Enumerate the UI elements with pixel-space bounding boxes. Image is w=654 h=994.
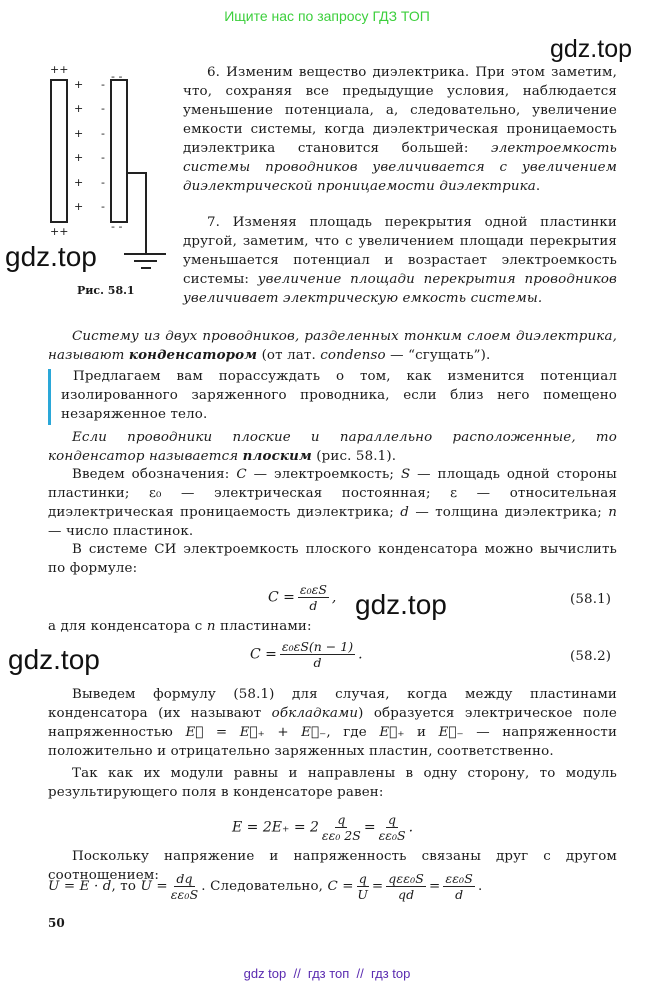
plus-sign: ++ bbox=[50, 63, 69, 76]
minus-sign: - bbox=[101, 78, 105, 91]
derivation-paragraph: Выведем формулу (58.1) для случая, когда между пластинами конденсатора (их называют обкладками) образуется электрическое поле напряженностью E⃗ = E⃗₊ + E⃗₋, где E⃗₊ и E⃗₋ — напряженности положительно и отрицательно заряженных пластин, соответственно. bbox=[48, 687, 618, 759]
modules-paragraph: Так как их модули равны и направлены в одну сторону, то модуль результирующего поля в конденсаторе равен: bbox=[48, 766, 617, 800]
page-number: 50 bbox=[48, 916, 65, 930]
footer-links[interactable]: gdz top // гдз топ // гдз top bbox=[243, 966, 411, 981]
figure-caption: Рис. 58.1 bbox=[77, 284, 135, 297]
equation-number: (58.1) bbox=[570, 592, 612, 607]
ground-icon bbox=[124, 253, 166, 255]
minus-sign: - bbox=[101, 102, 105, 115]
wire bbox=[145, 172, 147, 253]
plus-sign: + bbox=[74, 151, 84, 164]
plus-sign: ++ bbox=[50, 225, 69, 238]
paragraph-6: 6. Изменим вещество диэлектрика. При этом заметим, что, сохраняя все предыдущие условия, наблюдается уменьшение потенциала, а, следовательно, увеличение емкости системы, когда диэлектрическая проницаемость диэлектрика становится большей: электроемкость системы проводников увеличивается с увеличением диэлектрической проницаемости диэлектрика. bbox=[183, 65, 617, 194]
n-plates-text: а для конденсатора с n пластинами: bbox=[48, 619, 312, 634]
minus-sign: - - bbox=[111, 70, 123, 83]
negative-plate bbox=[110, 79, 128, 223]
ground-icon bbox=[141, 267, 151, 269]
watermark: gdz.top bbox=[8, 644, 100, 675]
formula-field-strength: E = 2E₊ = 2 $\frac{q}{\text{εε₀ 2S}}$ = $\frac{q}{\text{εε₀S}}$ . bbox=[232, 812, 414, 843]
search-banner[interactable]: Ищите нас по запросу ГДЗ ТОП bbox=[224, 8, 430, 24]
minus-sign: - bbox=[101, 127, 105, 140]
minus-sign: - bbox=[101, 176, 105, 189]
flat-capacitor-definition: Если проводники плоские и параллельно расположенные, то конденсатор называется плоским (рис. 58.1). bbox=[48, 430, 617, 464]
plus-sign: + bbox=[74, 78, 84, 91]
final-formula-line: U = E · d, то U = $\frac{dq}{\text{εε₀S}}$ . Следовательно, C = $\frac{q}{U}$ = $\frac{\text{qεε₀S}}{qd}$ = $\frac{\text{εε₀S}}{d}$ . bbox=[48, 871, 483, 902]
watermark: gdz.top bbox=[355, 589, 447, 620]
plus-sign: + bbox=[74, 176, 84, 189]
minus-sign: - - bbox=[111, 220, 123, 233]
equation-number: (58.2) bbox=[570, 649, 612, 664]
watermark: gdz.top bbox=[550, 35, 633, 63]
plus-sign: + bbox=[74, 102, 84, 115]
formula-58-1: C = $\frac{\text{ε₀εS}}{d}$ , bbox=[268, 582, 337, 613]
wire bbox=[128, 172, 146, 174]
si-paragraph: В системе СИ электроемкость плоского конденсатора можно вычислить по формуле: bbox=[48, 542, 617, 576]
ground-icon bbox=[134, 260, 157, 262]
plus-sign: + bbox=[74, 200, 84, 213]
question-bar bbox=[48, 369, 51, 425]
minus-sign: - bbox=[101, 151, 105, 164]
paragraph-7: 7. Изменяя площадь перекрытия одной пластинки другой, заметим, что с увеличением площади перекрытия уменьшается потенциал и возрастает электроемкость системы: увеличение площади перекрытия проводников увеличивает электрическую емкость системы. bbox=[183, 215, 617, 306]
watermark: gdz.top bbox=[5, 241, 97, 272]
minus-sign: - bbox=[101, 200, 105, 213]
positive-plate bbox=[50, 79, 68, 223]
capacitor-definition: Систему из двух проводников, разделенных тонким слоем диэлектрика, называют конденсатором (от лат. condenso — “сгущать”). bbox=[48, 329, 617, 363]
formula-58-2: C = $\frac{\text{ε₀εS(n − 1)}}{d}$ . bbox=[250, 639, 363, 670]
question-paragraph: Предлагаем вам порассуждать о том, как изменится потенциал изолированного заряженного проводника, если близ него помещено незаряженное тело. bbox=[61, 369, 617, 422]
plus-sign: + bbox=[74, 127, 84, 140]
notation-paragraph: Введем обозначения: C — электроемкость; S — площадь одной стороны пластинки; ε₀ — электрическая постоянная; ε — относительная диэлектрическая проницаемость диэлектрика; d — толщина диэлектрика; n — число пластинок. bbox=[48, 467, 618, 539]
final-paragraph: Поскольку напряжение и напряженность связаны друг с другом соотношением: bbox=[48, 849, 617, 883]
